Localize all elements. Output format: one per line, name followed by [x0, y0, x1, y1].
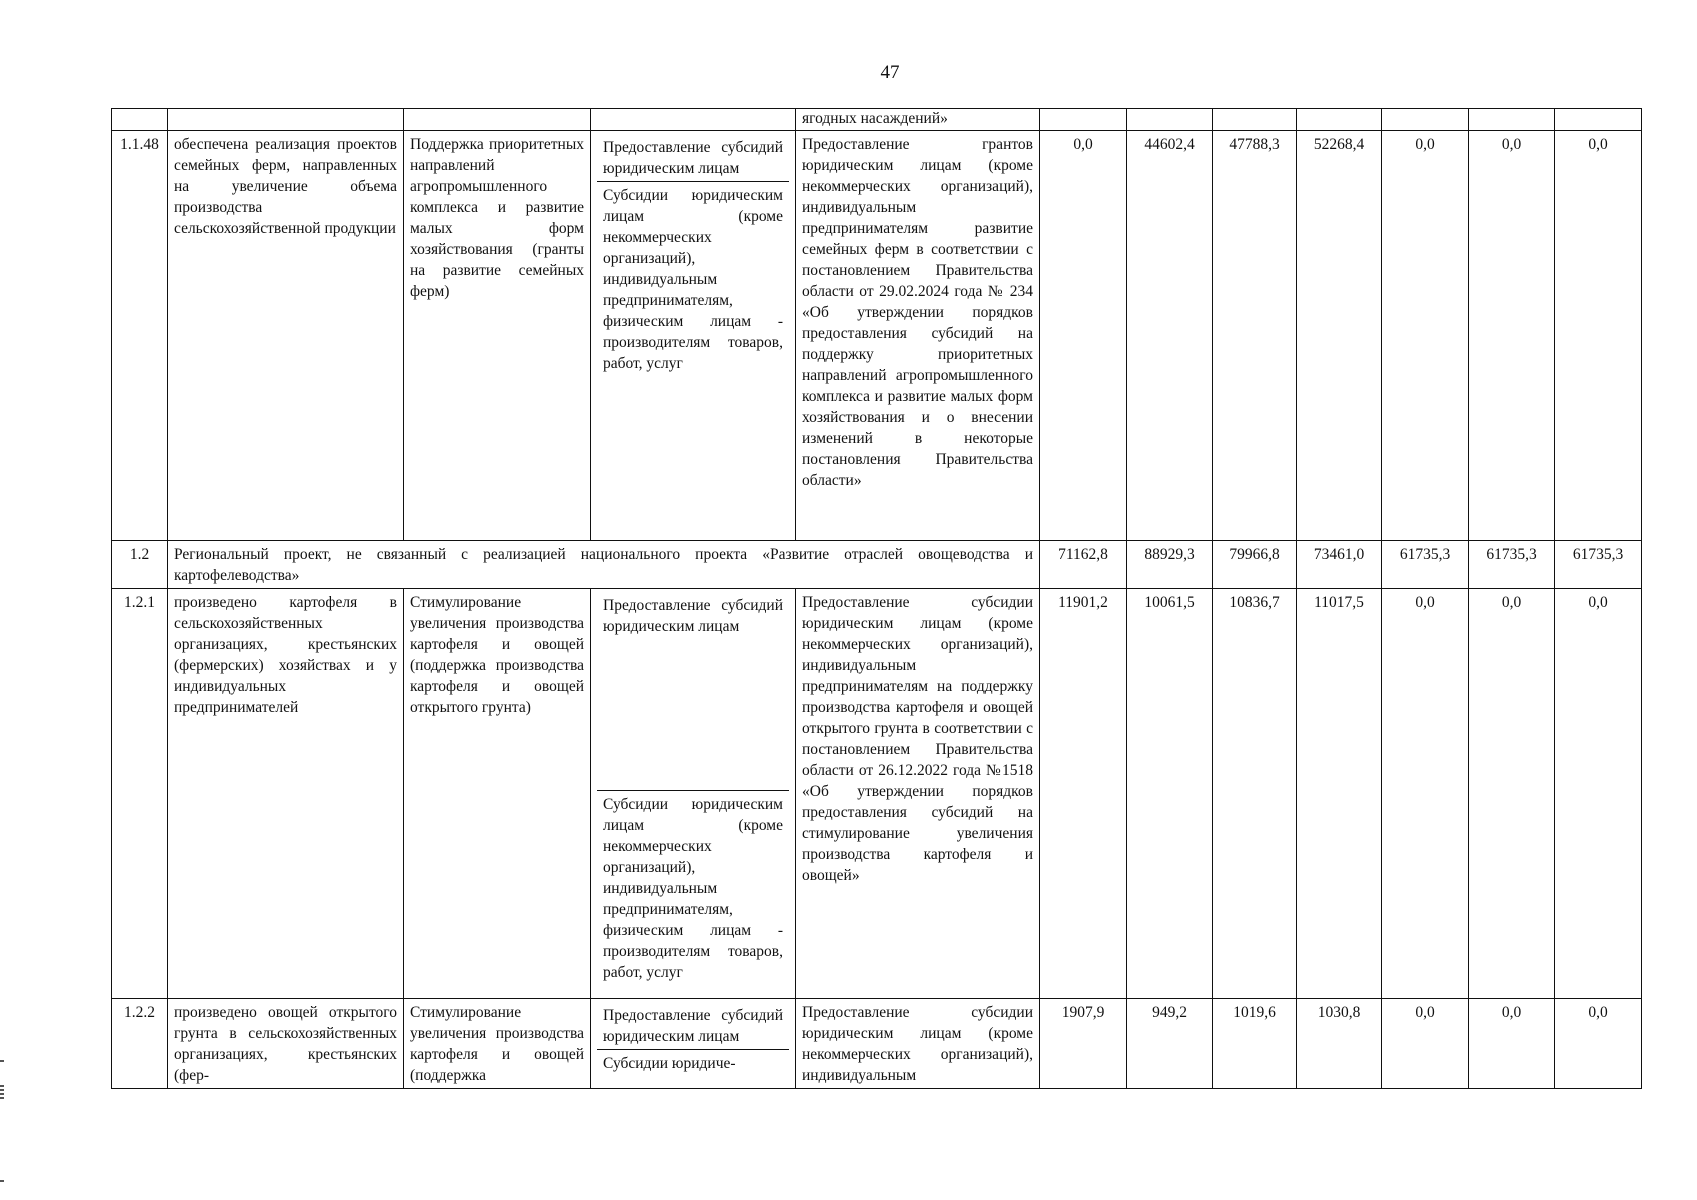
table-row [112, 109, 1642, 131]
cell-value: 949,2 [1127, 999, 1213, 1089]
cell-measure [591, 589, 796, 999]
row-id: 1.2 [112, 541, 168, 589]
cell-value [1040, 109, 1127, 131]
table-row [112, 541, 1642, 589]
cell-value: 61735,3 [1382, 541, 1469, 589]
cell-value: 0,0 [1382, 131, 1469, 541]
cell-direction: Поддержка приоритетных направлений агропромышленного комплекса и развитие малых форм хозяйствования (гранты на развитие семейных ферм) [404, 131, 591, 541]
cell-value: 73461,0 [1297, 541, 1382, 589]
row-id: 1.2.2 [112, 999, 168, 1089]
cell-value: 11901,2 [1040, 589, 1127, 999]
cell-value: 61735,3 [1555, 541, 1642, 589]
cell-value: 1019,6 [1213, 999, 1297, 1089]
cell-value: 0,0 [1555, 589, 1642, 999]
measure-recipients: Субсидии юридиче- [603, 1055, 736, 1072]
measure-recipients: Субсидии юридическим лицам (кроме некоммерческих организаций), индивидуальным предпринимателям, физическим лицам - производителям товаров, работ, услуг [603, 187, 783, 372]
cell-measure [591, 131, 796, 541]
table-row [112, 999, 1642, 1089]
cell-value: 1907,9 [1040, 999, 1127, 1089]
cell-measure [591, 109, 796, 131]
cell-measure [591, 999, 796, 1089]
cell-value: 52268,4 [1297, 131, 1382, 541]
measure-type: Предоставление субсидий юридическим лицам [597, 1002, 789, 1050]
cell-result: произведено овощей открытого грунта в сельскохозяйственных организациях, крестьянских (фер- [168, 999, 404, 1089]
cell-value [1382, 109, 1469, 131]
cell-result: обеспечена реализация проектов семейных ферм, направленных на увеличение объема производства сельскохозяйственной продукции [168, 131, 404, 541]
margin-mark [0, 1180, 4, 1182]
table-row [112, 589, 1642, 999]
measure-type: Предоставление субсидий юридическим лицам [597, 592, 789, 791]
cell-description: ягодных насаждений» [796, 109, 1040, 131]
cell-value: 79966,8 [1213, 541, 1297, 589]
cell-value [1555, 109, 1642, 131]
row-id: 1.2.1 [112, 589, 168, 999]
cell-value [1213, 109, 1297, 131]
cell-value: 0,0 [1040, 131, 1127, 541]
cell-value: 44602,4 [1127, 131, 1213, 541]
cell-value: 0,0 [1382, 999, 1469, 1089]
cell-value [1469, 109, 1555, 131]
cell-value: 11017,5 [1297, 589, 1382, 999]
cell-value: 71162,8 [1040, 541, 1127, 589]
margin-mark [0, 1085, 4, 1099]
page-number: 47 [880, 62, 900, 83]
row-id [112, 109, 168, 131]
margin-mark [0, 1060, 4, 1062]
cell-value: 0,0 [1555, 131, 1642, 541]
cell-description: Предоставление грантов юридическим лицам (кроме некоммерческих организаций), индивидуальным предпринимателям развитие семейных ферм в соответствии с постановлением Правительства области от 29.02.2024 года № 234 «Об утверждении порядков предоставления субсидий на поддержку приоритетных направлений агропромышленного комплекса и развитие малых форм хозяйствования и о внесении изменений в некоторые постановления Правительства области» [796, 131, 1040, 541]
cell-direction: Стимулирование увеличения производства картофеля и овощей (поддержка [404, 999, 591, 1089]
cell-value: 47788,3 [1213, 131, 1297, 541]
cell-project-title: Региональный проект, не связанный с реализацией национального проекта «Развитие отраслей овощеводства и картофелеводства» [168, 541, 1040, 589]
cell-value: 88929,3 [1127, 541, 1213, 589]
cell-value: 61735,3 [1469, 541, 1555, 589]
cell-result [168, 109, 404, 131]
cell-value: 0,0 [1469, 999, 1555, 1089]
cell-value: 10836,7 [1213, 589, 1297, 999]
cell-value: 1030,8 [1297, 999, 1382, 1089]
cell-value: 10061,5 [1127, 589, 1213, 999]
row-id: 1.1.48 [112, 131, 168, 541]
cell-value: 0,0 [1555, 999, 1642, 1089]
cell-description: Предоставление субсидии юридическим лицам (кроме некоммерческих организаций), индивидуальным [796, 999, 1040, 1089]
table-row [112, 131, 1642, 541]
measure-type: Предоставление субсидий юридическим лицам [597, 134, 789, 182]
cell-direction [404, 109, 591, 131]
cell-value: 0,0 [1469, 589, 1555, 999]
cell-value: 0,0 [1469, 131, 1555, 541]
cell-result: произведено картофеля в сельскохозяйственных организациях, крестьянских (фермерских) хозяйствах и у индивидуальных предпринимателей [168, 589, 404, 999]
cell-value: 0,0 [1382, 589, 1469, 999]
cell-value [1127, 109, 1213, 131]
cell-description: Предоставление субсидии юридическим лицам (кроме некоммерческих организаций), индивидуальным предпринимателям на поддержку производства картофеля и овощей открытого грунта в соответствии с постановлением Правительства области от 26.12.2022 года №1518 «Об утверждении порядков предоставления субсидий на стимулирование увеличения производства картофеля и овощей» [796, 589, 1040, 999]
cell-direction: Стимулирование увеличения производства картофеля и овощей (поддержка производства картофеля и овощей открытого грунта) [404, 589, 591, 999]
measure-recipients: Субсидии юридическим лицам (кроме некоммерческих организаций), индивидуальным предпринимателям, физическим лицам - производителям товаров, работ, услуг [603, 796, 783, 981]
measures-table [111, 108, 1642, 1089]
cell-value [1297, 109, 1382, 131]
